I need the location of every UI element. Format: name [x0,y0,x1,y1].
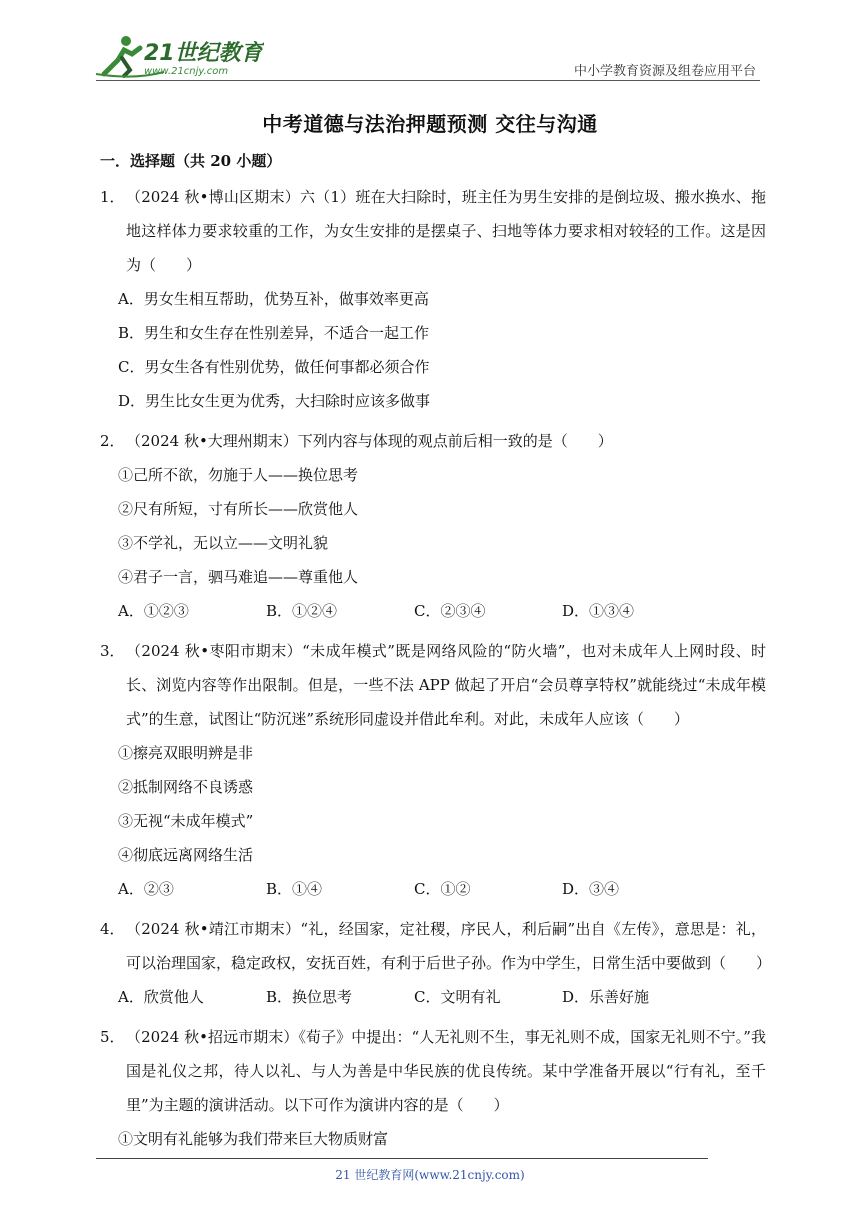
page-title: 中考道德与法治押题预测 交往与沟通 [262,112,598,136]
option-c: C．②③④ [414,602,486,620]
question-3 [100,634,766,736]
question-2 [100,424,766,458]
statement-item: ①己所不欲，勿施于人——换位思考 [118,466,359,484]
option-c: C．文明有礼 [414,988,501,1006]
question-5 [100,1020,766,1122]
option-b: B．①②④ [266,602,338,620]
question-stem: （2024 秋•大理州期末）下列内容与体现的观点前后相一致的是（ ） [126,432,613,450]
statement-item: ②尺有所短，寸有所长——欣赏他人 [118,500,359,518]
option-d: D．③④ [562,880,620,898]
option-a: A．①②③ [118,602,189,620]
statement-item: ①擦亮双眼明辨是非 [118,744,254,762]
option-b: B．男生和女生存在性别差异，不适合一起工作 [118,324,430,342]
footer-text[interactable]: 21 世纪教育网(www.21cnjy.com) [335,1168,525,1182]
question-number: 4． [100,920,125,938]
logo-text: 21世纪教育 [144,41,263,66]
statement-item: ①文明有礼能够为我们带来巨大物质财富 [118,1130,389,1148]
options-row [100,594,766,628]
option-b: B．①④ [266,880,323,898]
option-a: A．欣赏他人 [118,988,204,1006]
question-content [100,148,772,1156]
question-stem: （2024 秋•靖江市期末）“礼，经国家，定社稷，序民人，利后嗣”出自《左传》，意思是：礼，可以治理国家，稳定政权，安抚百姓，有利于后世子孙。作为中学生，日常生活中要做到（ ） [126,920,772,972]
question-number: 3． [100,642,125,660]
platform-text: 中小学教育资源及组卷应用平台 [573,64,756,79]
section-title: 一．选择题（共 20 小题） [100,152,282,170]
option-c: C．①② [414,880,471,898]
option-d: D．①③④ [562,602,635,620]
question-number: 2． [100,432,125,450]
question-1 [100,180,766,282]
question-stem: （2024 秋•枣阳市期末）“未成年模式”既是网络风险的“防火墙”，也对未成年人上网时段、时长、浏览内容等作出限制。但是，一些不法 APP 做起了开启“会员尊享特权”就能绕过“未成年模式”的生意，试图让“防沉迷”系统形同虚设并借此牟利。对此，未成年人应该（ ） [126,642,766,728]
option-b: B．换位思考 [266,988,353,1006]
question-stem: （2024 秋•招远市期末）《荀子》中提出：“人无礼则不生，事无礼则不成，国家无礼则不宁。”我国是礼仪之邦，待人以礼、与人为善是中华民族的优良传统。某中学准备开展以“行有礼，至千里”为主题的演讲活动。以下可作为演讲内容的是（ ） [126,1028,766,1114]
site-logo [94,34,264,80]
statement-item: ④彻底远离网络生活 [118,846,254,864]
header-divider [96,80,760,81]
option-c: C．男女生各有性别优势，做任何事都必须合作 [118,358,430,376]
question-stem: （2024 秋•博山区期末）六（1）班在大扫除时，班主任为男生安排的是倒垃圾、搬水换水、拖地这样体力要求较重的工作，为女生安排的是摆桌子、扫地等体力要求相对较轻的工作。这是因为（ ） [126,188,766,274]
option-d: D．男生比女生更为优秀，大扫除时应该多做事 [118,392,431,410]
option-a: A．②③ [118,880,174,898]
question-4 [100,912,772,980]
option-d: D．乐善好施 [562,988,650,1006]
statement-item: ②抵制网络不良诱惑 [118,778,254,796]
question-number: 5． [100,1028,125,1046]
statement-item: ③不学礼，无以立——文明礼貌 [118,534,329,552]
logo-url: www.21cnjy.com [144,66,229,77]
option-a: A．男女生相互帮助，优势互补，做事效率更高 [118,290,429,308]
footer-divider [96,1158,708,1159]
question-number: 1． [100,188,125,206]
options-row [100,872,766,906]
options-row [100,980,766,1014]
statement-item: ④君子一言，驷马难追——尊重他人 [118,568,359,586]
statement-item: ③无视“未成年模式” [118,812,254,830]
